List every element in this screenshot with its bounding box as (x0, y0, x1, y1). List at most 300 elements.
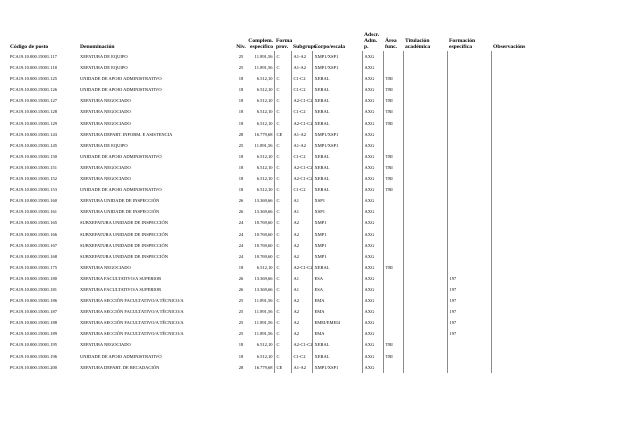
cell-codigo: PCA19.10.000.15001.200 (10, 364, 58, 370)
cell-forma: C (274, 140, 291, 151)
table-row (10, 206, 627, 217)
cell-nivel: 18 (238, 187, 244, 193)
cell-denominacion: XEFATURA DEPART. DE RECADACIÓN (80, 364, 160, 370)
cell-adscripcion: AXG (362, 84, 383, 95)
cell-formacion: 197 (447, 328, 491, 339)
cell-corpo: XERAL (312, 351, 362, 362)
cell-area: TRI (383, 151, 403, 162)
cell-observaciones (491, 229, 627, 240)
cell-adscripcion: AXG (362, 328, 383, 339)
cell-denominacion: UNIDADE DE APOIO ADMINISTRATIVO (80, 353, 162, 359)
cell-formacion (447, 184, 491, 195)
cell-formacion: 197 (447, 284, 491, 295)
table-row (10, 229, 627, 240)
cell-observaciones (491, 262, 627, 273)
cell-formacion (447, 95, 491, 106)
cell-nivel: 25 (238, 320, 244, 326)
cell-titulacion (403, 140, 447, 151)
header-subgrupo: Subgrupo (293, 44, 317, 50)
cell-area: TRI (383, 339, 403, 350)
cell-forma: C (274, 51, 291, 62)
cell-corpo: XERAL (312, 118, 362, 129)
cell-forma: C (274, 351, 291, 362)
cell-nivel: 24 (238, 253, 244, 259)
cell-codigo: PCA19.10.000.15001.196 (10, 353, 58, 359)
cell-complemento: 11.891,56 (254, 309, 273, 315)
cell-observaciones (491, 151, 627, 162)
cell-nivel: 25 (238, 65, 244, 71)
table-row (10, 217, 627, 228)
cell-codigo: PCA19.10.000.15001.161 (10, 209, 58, 215)
cell-denominacion: XEFATURA SECCIÓN FACULTATIVO/A TÉCNICO/A (80, 309, 184, 315)
cell-observaciones (491, 95, 627, 106)
cell-codigo: PCA19.10.000.15001.168 (10, 253, 58, 259)
header-denominacion: Denominación (80, 44, 115, 50)
table-row (10, 306, 627, 317)
cell-forma: C (274, 162, 291, 173)
table-header (10, 32, 627, 51)
cell-adscripcion: AXG (362, 151, 383, 162)
cell-titulacion (403, 118, 447, 129)
header-observaciones: Observacións (493, 44, 526, 50)
cell-titulacion (403, 251, 447, 262)
cell-forma: C (274, 273, 291, 284)
cell-titulacion (403, 284, 447, 295)
cell-adscripcion: AXG (362, 339, 383, 350)
cell-codigo: PCA19.10.000.15001.153 (10, 187, 58, 193)
cell-forma: C (274, 262, 291, 273)
cell-titulacion (403, 273, 447, 284)
cell-observaciones (491, 306, 627, 317)
header-corpo: Corpo/escala (314, 44, 346, 50)
cell-adscripcion: AXG (362, 95, 383, 106)
cell-titulacion (403, 84, 447, 95)
header-row (10, 32, 627, 51)
cell-subgrupo: C1-C2 (291, 184, 312, 195)
cell-corpo: XMP1 (312, 251, 362, 262)
cell-forma: C (274, 251, 291, 262)
cell-area: TRI (383, 84, 403, 95)
cell-denominacion: XEFATURA SECCIÓN FACULTATIVO/A TÉCNICO/A (80, 298, 184, 304)
cell-subgrupo: A1-A2 (291, 140, 312, 151)
table-row (10, 328, 627, 339)
cell-subgrupo: A2-C1-C2 (291, 162, 312, 173)
cell-nivel: 18 (238, 342, 244, 348)
cell-observaciones (491, 184, 627, 195)
cell-area (383, 284, 403, 295)
cell-forma: C (274, 240, 291, 251)
cell-nivel: 24 (238, 242, 244, 248)
cell-area: TRI (383, 162, 403, 173)
cell-complemento: 6.512,10 (256, 76, 273, 82)
cell-formacion (447, 351, 491, 362)
cell-titulacion (403, 106, 447, 117)
cell-codigo: PCA19.10.000.15001.181 (10, 286, 58, 292)
cell-nivel: 25 (238, 54, 244, 59)
cell-nivel: 25 (238, 309, 244, 315)
cell-complemento: 13.369,66 (254, 209, 273, 215)
header-titulacion: Titulación académica (405, 38, 431, 50)
cell-observaciones (491, 118, 627, 129)
cell-observaciones (491, 273, 627, 284)
cell-codigo: PCA19.10.000.15001.145 (10, 142, 58, 148)
cell-nivel: 18 (238, 353, 244, 359)
cell-codigo: PCA19.10.000.15001.160 (10, 198, 58, 204)
cell-adscripcion: AXG (362, 51, 383, 62)
cell-adscripcion: AXG (362, 217, 383, 228)
header-forma-prov: Forma prov. (276, 38, 293, 50)
cell-titulacion (403, 151, 447, 162)
cell-complemento: 6.512,10 (256, 98, 273, 104)
cell-forma: C (274, 206, 291, 217)
cell-subgrupo: A1-A2 (291, 62, 312, 73)
cell-denominacion: XEFATURA SECCIÓN FACULTATIVO/A TÉCNICO/A (80, 320, 184, 326)
cell-observaciones (491, 240, 627, 251)
cell-subgrupo: A1 (291, 195, 312, 206)
cell-formacion (447, 73, 491, 84)
cell-formacion: 197 (447, 295, 491, 306)
cell-adscripcion: AXG (362, 351, 383, 362)
header-area: Área func. (385, 38, 397, 50)
table-row (10, 73, 627, 84)
table-body (10, 51, 627, 373)
cell-titulacion (403, 195, 447, 206)
cell-complemento: 6.512,10 (256, 353, 273, 359)
cell-nivel: 24 (238, 231, 244, 237)
cell-nivel: 26 (238, 198, 244, 204)
cell-denominacion: SUBXEFATURA UNIDADE DE INSPECCIÓN (80, 231, 169, 237)
table-row (10, 95, 627, 106)
cell-complemento: 6.512,10 (256, 87, 273, 93)
header-formacion: Formación específica (449, 38, 476, 50)
cell-formacion (447, 206, 491, 217)
cell-complemento: 10.769,60 (254, 231, 273, 237)
cell-observaciones (491, 206, 627, 217)
cell-forma: CE (274, 362, 291, 373)
table-row (10, 351, 627, 362)
cell-corpo: XMP1/XSP1 (312, 362, 362, 373)
cell-subgrupo: A1-A2 (291, 362, 312, 373)
cell-observaciones (491, 106, 627, 117)
cell-complemento: 6.512,10 (256, 264, 273, 270)
cell-area: TRI (383, 73, 403, 84)
cell-forma: C (274, 339, 291, 350)
table-row (10, 106, 627, 117)
cell-adscripcion: AXG (362, 362, 383, 373)
cell-codigo: PCA19.10.000.15001.127 (10, 98, 58, 104)
cell-formacion: 197 (447, 273, 491, 284)
cell-titulacion (403, 229, 447, 240)
cell-corpo: XERAL (312, 173, 362, 184)
cell-forma: C (274, 306, 291, 317)
cell-corpo: XSP1 (312, 206, 362, 217)
cell-corpo: XERAL (312, 162, 362, 173)
cell-codigo: PCA19.10.000.15001.117 (10, 54, 57, 59)
cell-subgrupo: C1-C2 (291, 73, 312, 84)
header-adscripcion: Adscr. Adm. p. (364, 32, 380, 50)
cell-corpo: XMP1 (312, 217, 362, 228)
cell-corpo: XERAL (312, 84, 362, 95)
cell-complemento: 11.891,56 (254, 142, 273, 148)
table-row (10, 317, 627, 328)
cell-titulacion (403, 328, 447, 339)
cell-titulacion (403, 73, 447, 84)
cell-formacion (447, 251, 491, 262)
cell-forma: C (274, 328, 291, 339)
table-row (10, 129, 627, 140)
cell-denominacion: XEFATURA FACULTATIVO/A SUPERIOR (80, 286, 162, 292)
cell-area (383, 140, 403, 151)
cell-denominacion: XEFATURA DE EQUIPO (80, 54, 128, 59)
table-row (10, 151, 627, 162)
cell-adscripcion: AXG (362, 106, 383, 117)
cell-titulacion (403, 129, 447, 140)
cell-denominacion: XEFATURA NEGOCIADO (80, 264, 131, 270)
table-row (10, 195, 627, 206)
cell-observaciones (491, 251, 627, 262)
cell-denominacion: XEFATURA FACULTATIVO/A SUPERIOR (80, 275, 162, 281)
cell-codigo: PCA19.10.000.15001.151 (10, 164, 58, 170)
cell-codigo: PCA19.10.000.15001.189 (10, 331, 58, 337)
cell-formacion (447, 339, 491, 350)
cell-corpo: XMP1/XSP1 (312, 51, 362, 62)
table-row (10, 118, 627, 129)
cell-denominacion: XEFATURA NEGOCIADO (80, 342, 131, 348)
cell-area (383, 195, 403, 206)
cell-forma: C (274, 73, 291, 84)
cell-forma: C (274, 84, 291, 95)
cell-observaciones (491, 173, 627, 184)
cell-titulacion (403, 51, 447, 62)
cell-area: TRI (383, 95, 403, 106)
cell-observaciones (491, 295, 627, 306)
cell-denominacion: UNIDADE DE APOIO ADMINISTRATIVO (80, 187, 162, 193)
cell-subgrupo: A2 (291, 317, 312, 328)
cell-nivel: 26 (238, 286, 244, 292)
cell-titulacion (403, 295, 447, 306)
cell-nivel: 18 (238, 109, 244, 115)
cell-denominacion: XEFATURA DE EQUIPO (80, 65, 128, 71)
cell-subgrupo: C1-C2 (291, 84, 312, 95)
cell-forma: C (274, 62, 291, 73)
cell-observaciones (491, 339, 627, 350)
cell-titulacion (403, 173, 447, 184)
cell-codigo: PCA19.10.000.15001.186 (10, 298, 58, 304)
cell-titulacion (403, 162, 447, 173)
cell-codigo: PCA19.10.000.15001.180 (10, 275, 58, 281)
cell-formacion (447, 140, 491, 151)
cell-complemento: 6.512,10 (256, 109, 273, 115)
cell-denominacion: XEFATURA UNIDADE DE INSPECCIÓN (80, 198, 160, 204)
cell-area (383, 129, 403, 140)
cell-corpo: XERAL (312, 184, 362, 195)
cell-codigo: PCA19.10.000.15001.128 (10, 109, 58, 115)
cell-formacion (447, 129, 491, 140)
table-row (10, 184, 627, 195)
cell-forma: C (274, 217, 291, 228)
cell-codigo: PCA19.10.000.15001.150 (10, 153, 58, 159)
cell-denominacion: SUBXEFATURA UNIDADE DE INSPECCIÓN (80, 253, 169, 259)
cell-forma: C (274, 173, 291, 184)
cell-subgrupo: A2 (291, 328, 312, 339)
cell-corpo: XMP1 (312, 229, 362, 240)
cell-complemento: 6.512,10 (256, 120, 273, 126)
cell-corpo: XSP1 (312, 195, 362, 206)
cell-complemento: 10.769,60 (254, 220, 273, 226)
cell-area (383, 295, 403, 306)
cell-nivel: 18 (238, 164, 244, 170)
cell-formacion (447, 217, 491, 228)
cell-observaciones (491, 51, 627, 62)
cell-forma: C (274, 95, 291, 106)
cell-adscripcion: AXG (362, 284, 383, 295)
cell-subgrupo: A2-C1-C2 (291, 262, 312, 273)
cell-area (383, 251, 403, 262)
cell-formacion (447, 118, 491, 129)
cell-formacion (447, 362, 491, 373)
cell-complemento: 10.769,60 (254, 242, 273, 248)
cell-complemento: 13.369,66 (254, 286, 273, 292)
cell-area (383, 317, 403, 328)
cell-adscripcion: AXG (362, 195, 383, 206)
cell-formacion (447, 51, 491, 62)
cell-adscripcion: AXG (362, 140, 383, 151)
cell-complemento: 6.512,10 (256, 153, 273, 159)
cell-denominacion: XEFATURA NEGOCIADO (80, 176, 131, 182)
cell-formacion (447, 106, 491, 117)
cell-subgrupo: C1-C2 (291, 151, 312, 162)
cell-complemento: 11.891,56 (254, 320, 273, 326)
table-row (10, 140, 627, 151)
cell-denominacion: SUBXEFATURA UNIDADE DE INSPECCIÓN (80, 242, 169, 248)
cell-nivel: 18 (238, 176, 244, 182)
cell-complemento: 13.369,66 (254, 198, 273, 204)
table-row (10, 284, 627, 295)
cell-adscripcion: AXG (362, 62, 383, 73)
table-row (10, 251, 627, 262)
cell-area (383, 306, 403, 317)
cell-titulacion (403, 362, 447, 373)
cell-codigo: PCA19.10.000.15001.125 (10, 76, 58, 82)
cell-corpo: XERAL (312, 106, 362, 117)
cell-corpo: ESA (312, 284, 362, 295)
cell-titulacion (403, 95, 447, 106)
cell-observaciones (491, 73, 627, 84)
cell-subgrupo: A2 (291, 295, 312, 306)
cell-corpo: ESA (312, 273, 362, 284)
cell-adscripcion: AXG (362, 306, 383, 317)
cell-corpo: XMP1/XSP1 (312, 129, 362, 140)
cell-adscripcion: AXG (362, 229, 383, 240)
cell-observaciones (491, 362, 627, 373)
cell-codigo: PCA19.10.000.15001.167 (10, 242, 58, 248)
cell-area (383, 273, 403, 284)
cell-denominacion: UNIDADE DE APOIO ADMINISTRATIVO (80, 76, 162, 82)
cell-area: TRI (383, 184, 403, 195)
cell-nivel: 28 (238, 364, 244, 370)
cell-formacion: 197 (447, 317, 491, 328)
cell-subgrupo: A2 (291, 306, 312, 317)
cell-corpo: EMEI/EMEI4 (312, 317, 362, 328)
cell-formacion (447, 195, 491, 206)
cell-adscripcion: AXG (362, 240, 383, 251)
cell-area (383, 240, 403, 251)
cell-corpo: XMP1/XSP1 (312, 140, 362, 151)
cell-subgrupo: A2-C1-C2 (291, 339, 312, 350)
cell-nivel: 25 (238, 142, 244, 148)
cell-complemento: 11.891,56 (254, 65, 273, 71)
cell-denominacion: XEFATURA SECCIÓN FACULTATIVO/A TÉCNICO/A (80, 331, 184, 337)
cell-area (383, 328, 403, 339)
cell-area: TRI (383, 351, 403, 362)
cell-complemento: 16.779,68 (254, 364, 273, 370)
cell-formacion (447, 229, 491, 240)
cell-corpo: XERAL (312, 73, 362, 84)
cell-area: TRI (383, 173, 403, 184)
cell-denominacion: SUBXEFATURA UNIDADE DE INSPECCIÓN (80, 220, 169, 226)
cell-titulacion (403, 217, 447, 228)
cell-area: TRI (383, 262, 403, 273)
cell-titulacion (403, 306, 447, 317)
cell-adscripcion: AXG (362, 118, 383, 129)
cell-corpo: EMA (312, 295, 362, 306)
cell-corpo: XERAL (312, 262, 362, 273)
cell-nivel: 18 (238, 87, 244, 93)
cell-complemento: 6.512,10 (256, 164, 273, 170)
cell-forma: C (274, 229, 291, 240)
cell-area (383, 229, 403, 240)
cell-area (383, 62, 403, 73)
cell-forma: C (274, 317, 291, 328)
cell-adscripcion: AXG (362, 129, 383, 140)
cell-observaciones (491, 217, 627, 228)
cell-codigo: PCA19.10.000.15001.188 (10, 320, 58, 326)
cell-observaciones (491, 162, 627, 173)
cell-subgrupo: A1 (291, 206, 312, 217)
cell-corpo: XERAL (312, 339, 362, 350)
cell-area: TRI (383, 118, 403, 129)
table-row (10, 295, 627, 306)
cell-forma: C (274, 118, 291, 129)
cell-codigo: PCA19.10.000.15001.126 (10, 87, 58, 93)
cell-formacion: 197 (447, 306, 491, 317)
cell-codigo: PCA19.10.000.15001.175 (10, 264, 58, 270)
cell-complemento: 6.512,10 (256, 176, 273, 182)
table-row (10, 51, 627, 62)
cell-corpo: XMP1/XSP1 (312, 62, 362, 73)
cell-adscripcion: AXG (362, 162, 383, 173)
table-row (10, 62, 627, 73)
table-row (10, 262, 627, 273)
cell-nivel: 25 (238, 298, 244, 304)
cell-forma: C (274, 106, 291, 117)
cell-complemento: 13.369,66 (254, 275, 273, 281)
cell-subgrupo: C1-C2 (291, 106, 312, 117)
cell-corpo: EMA (312, 306, 362, 317)
cell-titulacion (403, 317, 447, 328)
cell-adscripcion: AXG (362, 262, 383, 273)
cell-formacion (447, 262, 491, 273)
cell-subgrupo: A2 (291, 240, 312, 251)
cell-denominacion: XEFATURA NEGOCIADO (80, 164, 131, 170)
cell-denominacion: XEFATURA NEGOCIADO (80, 98, 131, 104)
cell-subgrupo: A2-C1-C2 (291, 95, 312, 106)
cell-complemento: 11.891,56 (254, 54, 273, 59)
cell-observaciones (491, 84, 627, 95)
header-complemento: Complem. específico (248, 38, 273, 50)
cell-area: TRI (383, 106, 403, 117)
cell-complemento: 11.891,56 (254, 331, 273, 337)
